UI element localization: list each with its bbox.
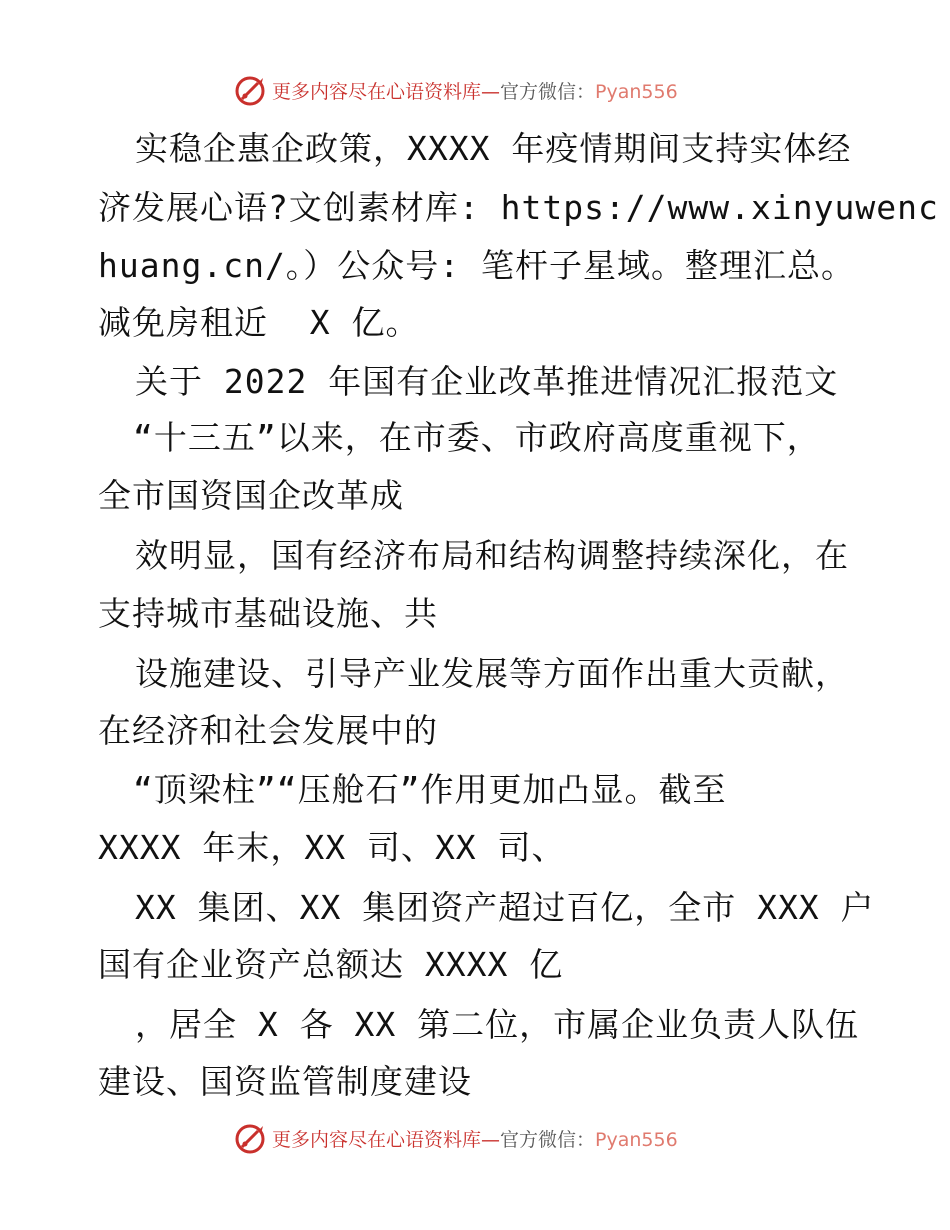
footer-banner: [0, 1120, 950, 1160]
banner-text: [272, 1125, 678, 1155]
banner-label: 官方微信：: [500, 1129, 596, 1151]
document-title: 关于 2022 年国有企业改革推进情况汇报范文: [135, 362, 839, 401]
banner-slogan: 更多内容尽在心语资料库: [272, 1129, 482, 1151]
banner-dash: —: [481, 1129, 501, 1151]
quill-logo-icon: [233, 1122, 267, 1156]
text-line: 国有企业资产总额达 XXXX 亿: [98, 945, 564, 984]
text-line: 在经济和社会发展中的: [98, 711, 438, 750]
banner-slogan: 更多内容尽在心语资料库: [272, 81, 482, 103]
text-line: XX 集团、XX 集团资产超过百亿，全市 XXX 户: [135, 888, 875, 927]
banner-text: [272, 77, 678, 107]
banner-label: 官方微信：: [500, 81, 596, 103]
text-line: “顶梁柱”“压舱石”作用更加凸显。截至: [133, 770, 727, 809]
text-line: “十三五”以来，在市委、市政府高度重视下，: [133, 418, 821, 457]
text-line: 建设、国资监管制度建设: [98, 1062, 472, 1101]
text-line: 支持城市基础设施、共: [98, 594, 438, 633]
text-line: 全市国资国企改革成: [98, 476, 404, 515]
quill-logo-icon: [233, 74, 267, 108]
text-line: 济发展心语?文创素材库: https://www.xinyuwenc: [98, 188, 939, 227]
text-line: ，居全 X 各 XX 第二位，市属企业负责人队伍: [135, 1005, 860, 1044]
text-line: 实稳企惠企政策，XXXX 年疫情期间支持实体经: [135, 129, 852, 168]
header-banner: [0, 72, 950, 112]
text-line: 设施建设、引导产业发展等方面作出重大贡献，: [135, 654, 849, 693]
text-line: huang.cn/。）公众号: 笔杆子星域。整理汇总。: [98, 246, 856, 285]
banner-wechat-id: Pyan556: [595, 81, 678, 103]
banner-dash: —: [481, 81, 501, 103]
text-line: 减免房租近 X 亿。: [98, 303, 420, 342]
text-line: 效明显，国有经济布局和结构调整持续深化，在: [135, 536, 849, 575]
text-line: XXXX 年末，XX 司、XX 司、: [98, 828, 566, 867]
banner-wechat-id: Pyan556: [595, 1129, 678, 1151]
